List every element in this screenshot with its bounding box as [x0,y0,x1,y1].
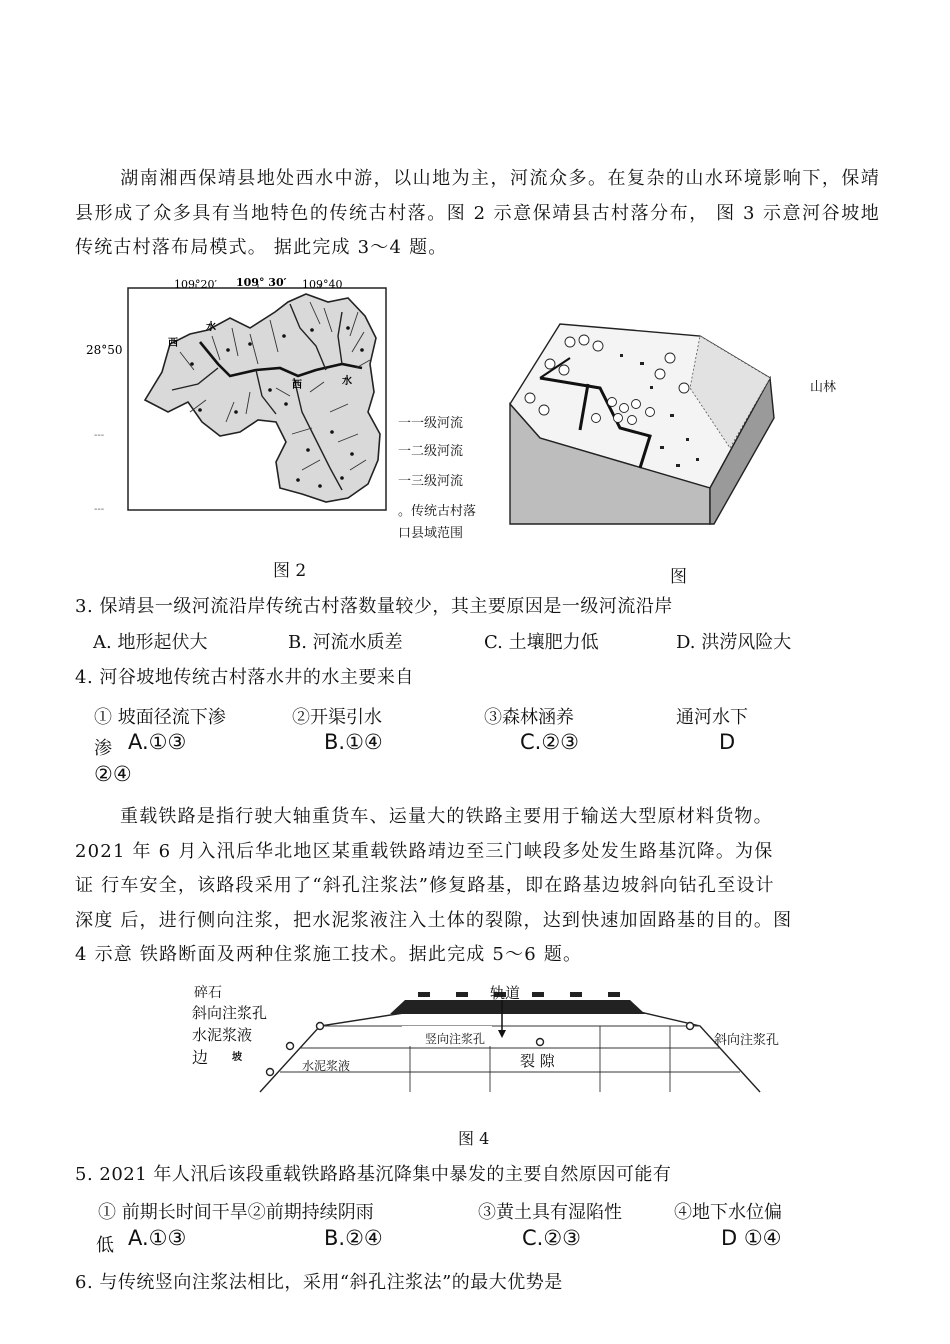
figure-2-caption: 图 2 [273,561,307,581]
legend-second-river: 一二级河流 [398,444,464,459]
forest-label: 山林 [810,380,837,395]
passage-2-line-5: 4 示意 铁路断面及两种住浆施工技术。据此完成 5～6 题。 [75,944,583,965]
q4-statement-4-cont: 渗 [94,738,112,759]
q5-statement-3: ③黄土具有湿陷性 [478,1202,622,1223]
passage-2-line-3: 证 行车安全，该路段采用了“斜孔注浆法”修复路基，即在路基边坡斜向钻孔至设计 [75,875,775,896]
q5-statement-4-cont: 低 [96,1235,114,1256]
lat-label: 28°50 [86,343,123,357]
vertical-hole-label: 竖向注浆孔 [425,1032,486,1046]
passage-2 [75,800,880,973]
river-char-1: 水 [206,322,216,333]
question-4-stem: 4. 河谷坡地传统古村落水井的水主要来自 [75,667,414,688]
q4-statement-4: 通河水下 [676,707,748,728]
cement-label-left: 水泥浆液 [192,1026,253,1044]
passage-2-line-2: 2021 年 6 月入汛后华北地区某重载铁路靖边至三门峡段多处发生路基沉降。为保 [75,840,774,862]
q3-option-d: D. 洪涝风险大 [676,632,792,653]
q4-option-b: B.①④ [324,730,383,754]
q4-statement-1: ① 坡面径流下渗 [94,707,226,728]
figure-4-caption: 图 4 [458,1129,490,1148]
legend-third-river: 一三级河流 [398,474,464,489]
village-block-diagram [500,318,780,528]
lon-label-2: 109° 30′ [236,276,287,289]
q4-option-d-value: ②④ [94,762,132,786]
incline-hole-left-label: 斜向注浆孔 [192,1004,268,1022]
q5-option-d: D ①④ [721,1226,782,1250]
q3-option-b: B. 河流水质差 [288,632,403,653]
passage-1-text: 湖南湘西保靖县地处西水中游，以山地为主，河流众多。在复杂的山水环境影响下，保靖县形成了众多具有当地特色的传统古村落。图 2 示意保靖县古村落分布， 图 3 示意河谷坡地传统古村落布局模式。 据此完成 3～4 题。 [75,168,880,258]
figure-2 [80,272,500,582]
q3-option-a: A. 地形起伏大 [93,632,208,653]
passage-2-line-4: 深度 后，进行侧向注浆，把水泥浆液注入土体的裂隙，达到快速加固路基的目的。图 [75,909,793,931]
lon-label-3: 109°40 [302,278,343,291]
q4-option-a: A.①③ [128,730,187,754]
legend-village: 。传统古村落 [398,504,477,519]
question-3-stem: 3. 保靖县一级河流沿岸传统古村落数量较少，其主要原因是一级河流沿岸 [75,596,673,617]
lat-dash-1: --- [94,430,105,441]
passage-1 [75,162,880,266]
lat-dash-2: --- [94,504,105,515]
river-char-2: 西 [168,338,178,349]
legend-first-river: 一一级河流 [398,416,464,431]
q4-option-d: D [719,730,736,754]
legend-county: 口县域范围 [398,526,464,541]
crack-label: 裂 隙 [520,1052,555,1070]
figure-4 [190,982,810,1152]
gravel-label: 碎石 [194,985,222,1001]
river-char-3: 西 [292,380,302,391]
q4-statement-2: ②开渠引水 [292,707,382,728]
figure-3 [500,318,860,587]
incline-hole-right-label: 斜向注浆孔 [714,1033,780,1048]
rail-label: 轨道 [490,984,521,1002]
cement-label-bottom: 水泥浆液 [302,1059,351,1073]
lon-label-1: 109°20′ [174,278,217,291]
q5-option-a: A.①③ [128,1226,187,1250]
q4-option-c: C.②③ [520,730,579,754]
q5-option-c: C.②③ [522,1226,581,1250]
q5-option-b: B.②④ [324,1226,383,1250]
river-char-4: 水 [342,376,352,387]
q4-statement-3: ③森林涵养 [484,707,574,728]
question-6-stem: 6. 与传统竖向注浆法相比，采用“斜孔注浆法”的最大优势是 [75,1272,563,1293]
figure-3-caption: 图 [670,567,687,587]
q5-statement-1-2: ① 前期长时间干旱②前期持续阴雨 [98,1202,374,1223]
q3-option-c: C. 土壤肥力低 [484,632,599,653]
slope-label: 坡 [232,1052,242,1063]
q5-statement-4: ④地下水位偏 [674,1202,782,1223]
edge-label: 边 [192,1048,209,1067]
passage-2-line-1: 重载铁路是指行驶大轴重货车、运量大的铁路主要用于输送大型原材料货物。 [120,806,773,827]
question-5-stem: 5. 2021 年人汛后该段重载铁路路基沉降集中暴发的主要自然原因可能有 [75,1164,672,1185]
